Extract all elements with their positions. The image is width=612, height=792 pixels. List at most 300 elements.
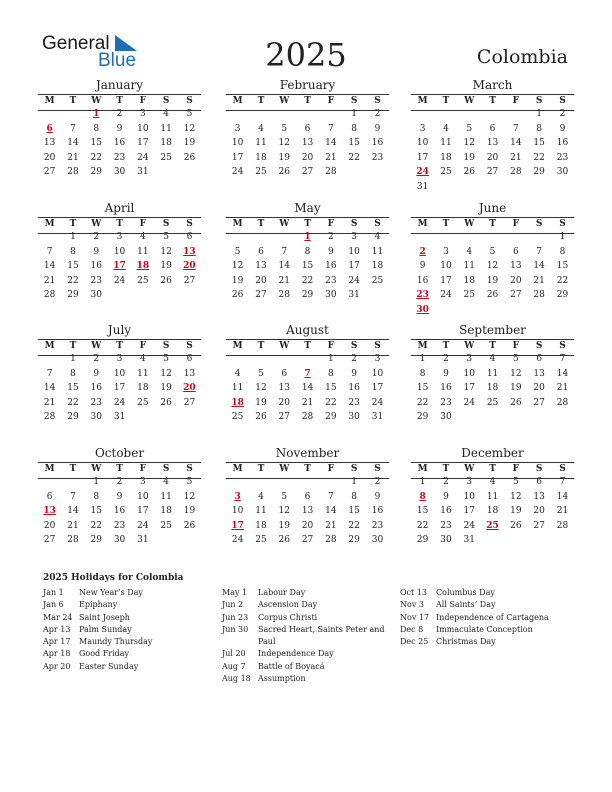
- weekday-label: M: [44, 219, 55, 229]
- calendar-day: 15: [67, 383, 79, 394]
- calendar-day: 14: [43, 261, 56, 272]
- calendar-day: 10: [440, 261, 452, 272]
- calendar-day: 8: [93, 491, 100, 502]
- weekday-label: S: [559, 464, 566, 474]
- holiday-date: Dec 25: [400, 637, 429, 647]
- calendar-day: 29: [325, 412, 337, 423]
- month-january: [38, 78, 201, 196]
- calendar-day: 17: [416, 152, 429, 163]
- calendar-day: 9: [419, 261, 426, 272]
- holiday-name: Good Friday: [79, 649, 130, 659]
- calendar-day: 5: [186, 109, 193, 119]
- calendar-day: 2: [116, 477, 123, 487]
- holiday-item: [43, 661, 152, 673]
- calendar-day: 21: [533, 275, 545, 286]
- calendar-day: 5: [186, 477, 193, 487]
- calendar-day: 22: [416, 397, 429, 408]
- weekday-label: T: [116, 464, 123, 474]
- calendar-day: 3: [466, 354, 473, 364]
- holiday-name: Independence Day: [258, 649, 334, 659]
- holiday-day: 30: [416, 305, 429, 315]
- calendar-day: 6: [304, 123, 311, 134]
- calendar-day: 23: [90, 275, 102, 286]
- calendar-day: 9: [116, 123, 123, 134]
- calendar-day: 10: [231, 506, 244, 517]
- weekday-label: M: [417, 341, 428, 351]
- weekday-label: S: [350, 464, 358, 474]
- calendar-day: 16: [371, 138, 384, 149]
- month-title: September: [459, 323, 526, 337]
- holiday-day: 20: [183, 261, 196, 272]
- weekday-label: S: [535, 96, 543, 106]
- calendar-day: 7: [559, 354, 566, 364]
- calendar-day: 5: [466, 123, 473, 134]
- calendar-day: 22: [90, 152, 102, 163]
- calendar-day: 29: [90, 167, 102, 178]
- calendar-day: 8: [70, 246, 76, 257]
- holiday-item: [43, 648, 152, 660]
- calendar-day: 16: [440, 506, 452, 517]
- calendar-day: 20: [301, 520, 314, 531]
- page-header: [0, 0, 612, 80]
- calendar-day: 2: [559, 109, 566, 119]
- month-title: January: [95, 78, 144, 92]
- weekday-label: W: [464, 96, 475, 106]
- calendar-day: 4: [139, 354, 146, 364]
- holiday-item: [222, 587, 388, 599]
- calendar-day: 23: [113, 520, 126, 531]
- holiday-name: Assumption: [258, 674, 306, 684]
- calendar-day: 12: [255, 383, 267, 394]
- calendar-day: 14: [67, 506, 79, 517]
- weekday-label: F: [139, 341, 147, 351]
- calendar-day: 19: [160, 383, 172, 394]
- month-may: [226, 201, 389, 319]
- holiday-date: Jun 2: [222, 600, 244, 610]
- calendar-day: 24: [463, 520, 475, 531]
- weekday-label: F: [512, 96, 520, 106]
- calendar-day: 30: [325, 290, 337, 301]
- holiday-item: [222, 624, 388, 649]
- calendar-day: 22: [325, 397, 337, 408]
- calendar-day: 10: [348, 246, 360, 257]
- holiday-name: Christmas Day: [436, 637, 496, 647]
- calendar-day: 18: [160, 138, 172, 149]
- holiday-item: [400, 636, 549, 648]
- calendar-day: 17: [463, 383, 475, 394]
- calendar-day: 19: [463, 152, 475, 163]
- calendar-day: 9: [93, 368, 100, 379]
- calendar-day: 28: [278, 290, 290, 301]
- calendar-day: 18: [160, 506, 172, 517]
- calendar-day: 23: [440, 397, 452, 408]
- month-title: December: [461, 446, 524, 460]
- calendar-day: 27: [278, 412, 290, 423]
- calendar-day: 7: [70, 491, 76, 502]
- calendar-day: 21: [67, 152, 79, 163]
- calendar-day: 26: [183, 520, 196, 531]
- calendar-day: 16: [113, 138, 126, 149]
- calendar-day: 7: [281, 246, 288, 257]
- calendar-day: 6: [536, 477, 543, 487]
- weekday-label: W: [91, 464, 102, 474]
- calendar-day: 16: [90, 383, 102, 394]
- weekday-label: S: [186, 96, 193, 106]
- calendar-day: 1: [559, 232, 566, 242]
- calendar-day: 16: [440, 383, 452, 394]
- calendar-day: 5: [512, 354, 519, 364]
- weekday-label: M: [417, 464, 428, 474]
- calendar-day: 3: [374, 354, 381, 364]
- calendar-day: 20: [533, 383, 545, 394]
- calendar-day: 9: [443, 491, 449, 502]
- calendar-day: 24: [231, 535, 244, 546]
- holiday-column: [222, 587, 388, 685]
- calendar-day: 8: [351, 123, 358, 134]
- calendar-day: 2: [351, 354, 358, 364]
- calendar-day: 29: [90, 535, 102, 546]
- holiday-name: Labour Day: [258, 588, 306, 597]
- calendar-day: 16: [371, 506, 384, 517]
- calendar-day: 15: [301, 261, 314, 272]
- weekday-label: T: [489, 464, 496, 474]
- calendar-day: 20: [43, 520, 56, 531]
- holiday-day: 23: [416, 290, 429, 301]
- holiday-item: [222, 599, 388, 611]
- holiday-name: New Year’s Day: [79, 588, 143, 597]
- calendar-day: 10: [137, 123, 149, 134]
- calendar-day: 11: [231, 383, 244, 394]
- calendar-day: 31: [463, 535, 475, 546]
- calendar-day: 17: [231, 152, 244, 163]
- calendar-day: 14: [325, 506, 337, 517]
- holiday-name: Independence of Cartagena: [436, 612, 549, 622]
- weekday-label: W: [464, 341, 475, 351]
- calendar-day: 23: [90, 397, 102, 408]
- month-july: [38, 323, 201, 441]
- weekday-label: M: [44, 96, 55, 106]
- calendar-day: 11: [137, 246, 149, 257]
- weekday-label: M: [232, 464, 243, 474]
- weekday-label: M: [44, 464, 55, 474]
- holiday-column: [43, 587, 152, 673]
- calendar-day: 5: [281, 491, 288, 502]
- holiday-date: Jan 1: [43, 588, 64, 597]
- calendar-day: 7: [70, 123, 76, 134]
- holiday-name: Maundy Thursday: [79, 637, 153, 647]
- weekday-label: S: [374, 341, 381, 351]
- calendar-day: 1: [536, 109, 543, 119]
- calendar-day: 10: [463, 491, 475, 502]
- weekday-label: F: [512, 341, 520, 351]
- calendar-day: 13: [43, 138, 56, 149]
- holiday-name: Epiphany: [79, 600, 118, 610]
- holiday-name: Easter Sunday: [79, 661, 139, 671]
- calendar-day: 22: [301, 275, 314, 286]
- calendar-day: 6: [46, 491, 53, 502]
- weekday-label: T: [257, 464, 265, 474]
- calendar-day: 26: [278, 535, 290, 546]
- weekday-label: F: [327, 464, 335, 474]
- holiday-date: Apr 18: [43, 649, 71, 659]
- calendar-day: 1: [419, 477, 426, 487]
- month-december: [411, 446, 574, 564]
- calendar-day: 12: [160, 368, 172, 379]
- weekday-label: M: [232, 341, 243, 351]
- weekday-label: F: [512, 219, 520, 229]
- weekday-label: F: [139, 96, 147, 106]
- holiday-date: Mar 24: [43, 612, 73, 622]
- calendar-day: 21: [556, 383, 569, 394]
- month-title: February: [279, 78, 336, 92]
- calendar-day: 1: [70, 232, 76, 242]
- calendar-day: 17: [137, 506, 149, 517]
- calendar-day: 5: [489, 246, 496, 257]
- calendar-day: 13: [486, 138, 499, 149]
- calendar-day: 19: [278, 152, 290, 163]
- calendar-day: 26: [510, 520, 522, 531]
- holiday-item: [400, 587, 549, 599]
- holiday-item: [222, 612, 388, 624]
- calendar-day: 10: [113, 368, 126, 379]
- calendar-day: 3: [139, 477, 146, 487]
- holiday-day: 17: [231, 520, 244, 531]
- calendar-day: 25: [160, 152, 172, 163]
- calendar-day: 27: [486, 167, 499, 178]
- calendar-day: 10: [371, 368, 384, 379]
- country-name: Colombia: [476, 46, 568, 68]
- calendar-day: 24: [137, 520, 149, 531]
- calendar-day: 30: [371, 535, 384, 546]
- calendar-day: 21: [556, 506, 569, 517]
- calendar-day: 26: [255, 412, 267, 423]
- holiday-day: 18: [231, 397, 244, 408]
- calendar-day: 10: [113, 246, 126, 257]
- month-title: July: [107, 323, 132, 337]
- calendar-day: 6: [536, 354, 543, 364]
- calendar-day: 25: [486, 397, 499, 408]
- calendar-day: 9: [443, 368, 449, 379]
- calendar-day: 2: [93, 232, 100, 242]
- calendar-day: 14: [301, 383, 314, 394]
- weekday-label: T: [69, 464, 77, 474]
- holiday-date: Jun 23: [222, 612, 249, 622]
- weekday-label: S: [374, 464, 381, 474]
- calendar-day: 15: [348, 138, 360, 149]
- holiday-date: Aug 7: [222, 661, 246, 671]
- calendar-day: 24: [371, 397, 384, 408]
- holiday-day: 8: [419, 491, 426, 502]
- holiday-day: 18: [136, 261, 150, 272]
- weekday-label: W: [91, 219, 102, 229]
- calendar-day: 11: [255, 506, 267, 517]
- weekday-label: S: [162, 96, 170, 106]
- calendar-day: 17: [440, 275, 452, 286]
- calendar-day: 14: [43, 383, 56, 394]
- calendar-day: 27: [510, 290, 522, 301]
- weekday-label: S: [374, 219, 381, 229]
- calendar-day: 28: [43, 412, 56, 423]
- weekday-label: S: [350, 219, 358, 229]
- calendar-day: 23: [556, 152, 569, 163]
- weekday-label: W: [91, 96, 102, 106]
- calendar-day: 18: [137, 383, 149, 394]
- holiday-item: [400, 599, 549, 611]
- calendar-day: 28: [556, 397, 569, 408]
- weekday-label: T: [442, 341, 450, 351]
- calendar-day: 2: [327, 232, 334, 242]
- weekday-label: T: [304, 96, 311, 106]
- month-title: October: [94, 446, 145, 460]
- calendar-day: 3: [351, 232, 358, 242]
- calendar-day: 27: [255, 290, 267, 301]
- calendar-day: 26: [486, 290, 499, 301]
- holiday-name: Ascension Day: [258, 600, 318, 610]
- month-title: April: [104, 201, 135, 215]
- calendar-day: 29: [416, 535, 429, 546]
- calendar-day: 7: [46, 246, 53, 257]
- calendar-day: 27: [43, 167, 56, 178]
- weekday-label: S: [162, 464, 170, 474]
- calendar-day: 22: [67, 275, 79, 286]
- calendar-day: 7: [46, 368, 53, 379]
- weekday-label: T: [69, 341, 77, 351]
- calendar-day: 3: [443, 246, 449, 257]
- calendar-day: 26: [278, 167, 290, 178]
- calendar-day: 7: [559, 477, 566, 487]
- weekday-label: T: [116, 341, 123, 351]
- calendar-day: 21: [301, 397, 314, 408]
- calendar-day: 13: [301, 506, 314, 517]
- holiday-item: [43, 624, 152, 636]
- calendar-day: 8: [559, 246, 566, 257]
- calendar-day: 22: [556, 275, 569, 286]
- weekday-label: F: [139, 219, 147, 229]
- calendar-day: 24: [463, 397, 475, 408]
- calendar-day: 21: [510, 152, 522, 163]
- weekday-label: T: [304, 464, 311, 474]
- calendar-day: 10: [463, 368, 475, 379]
- holiday-name: Columbus Day: [436, 588, 495, 597]
- calendar-day: 31: [416, 182, 429, 192]
- month-april: [38, 201, 201, 319]
- calendar-day: 30: [113, 167, 126, 178]
- holiday-name: Immaculate Conception: [436, 624, 533, 634]
- calendar-day: 31: [348, 290, 360, 301]
- weekday-label: F: [512, 464, 520, 474]
- weekday-label: F: [327, 341, 335, 351]
- weekday-label: T: [304, 219, 311, 229]
- holiday-day: 17: [113, 261, 126, 272]
- calendar-year: 2025: [265, 36, 347, 74]
- weekday-label: S: [559, 96, 566, 106]
- calendar-day: 10: [416, 138, 429, 149]
- calendar-day: 14: [67, 138, 79, 149]
- calendar-day: 23: [440, 520, 452, 531]
- calendar-day: 14: [556, 368, 569, 379]
- calendar-day: 4: [258, 123, 264, 134]
- calendar-day: 7: [327, 491, 334, 502]
- holiday-day: 3: [234, 491, 241, 502]
- calendar-day: 20: [43, 152, 56, 163]
- calendar-day: 29: [67, 290, 79, 301]
- calendar-day: 9: [351, 368, 358, 379]
- month-title: March: [472, 78, 513, 92]
- calendar-day: 31: [371, 412, 384, 423]
- calendar-day: 9: [327, 246, 334, 257]
- weekday-label: S: [374, 96, 381, 106]
- calendar-day: 4: [374, 232, 381, 242]
- calendar-day: 16: [416, 275, 429, 286]
- weekday-label: W: [464, 464, 475, 474]
- calendar-day: 27: [533, 520, 545, 531]
- holiday-name: Palm Sunday: [79, 624, 132, 634]
- calendar-day: 4: [163, 477, 170, 487]
- calendar-day: 16: [556, 138, 569, 149]
- calendar-day: 30: [440, 535, 452, 546]
- calendar-day: 18: [371, 261, 384, 272]
- holiday-day: 7: [304, 368, 311, 379]
- holiday-item: [400, 612, 549, 624]
- calendar-day: 28: [556, 520, 569, 531]
- month-title: May: [294, 201, 321, 215]
- calendar-day: 22: [67, 397, 79, 408]
- holiday-item: [222, 648, 388, 660]
- holiday-name: Battle of Boyacá: [258, 661, 325, 671]
- month-title: November: [275, 446, 340, 460]
- calendar-day: 20: [486, 152, 499, 163]
- calendar-day: 2: [116, 109, 123, 119]
- calendar-day: 11: [371, 246, 384, 257]
- weekday-label: S: [162, 341, 170, 351]
- calendar-day: 17: [463, 506, 475, 517]
- calendar-day: 6: [186, 232, 193, 242]
- calendar-day: 12: [278, 506, 290, 517]
- holiday-date: Dec 8: [400, 624, 424, 634]
- calendar-day: 25: [255, 535, 267, 546]
- calendar-day: 6: [304, 491, 311, 502]
- calendar-day: 21: [325, 152, 337, 163]
- calendar-day: 4: [258, 491, 264, 502]
- weekday-label: S: [186, 219, 193, 229]
- weekday-label: M: [232, 219, 243, 229]
- calendar-day: 22: [348, 520, 360, 531]
- calendar-day: 12: [278, 138, 290, 149]
- holiday-date: Jul 20: [222, 649, 246, 659]
- calendar-day: 12: [231, 261, 244, 272]
- month-august: [226, 323, 389, 441]
- weekday-label: T: [442, 464, 450, 474]
- calendar-day: 28: [510, 167, 522, 178]
- calendar-day: 20: [533, 506, 545, 517]
- weekday-label: T: [489, 341, 496, 351]
- calendar-day: 19: [183, 138, 196, 149]
- calendar-day: 28: [43, 290, 56, 301]
- calendar-day: 5: [163, 354, 170, 364]
- month-november: [226, 446, 389, 564]
- calendar-day: 1: [351, 477, 358, 487]
- month-march: [411, 78, 574, 196]
- holiday-name: Saint Joseph: [79, 612, 130, 622]
- calendar-day: 5: [234, 246, 241, 257]
- weekday-label: T: [257, 219, 265, 229]
- calendar-day: 23: [113, 152, 126, 163]
- calendar-day: 30: [440, 412, 452, 423]
- holiday-day: 2: [419, 246, 426, 257]
- calendar-day: 12: [160, 246, 172, 257]
- holiday-item: [222, 673, 388, 685]
- calendar-day: 29: [301, 290, 314, 301]
